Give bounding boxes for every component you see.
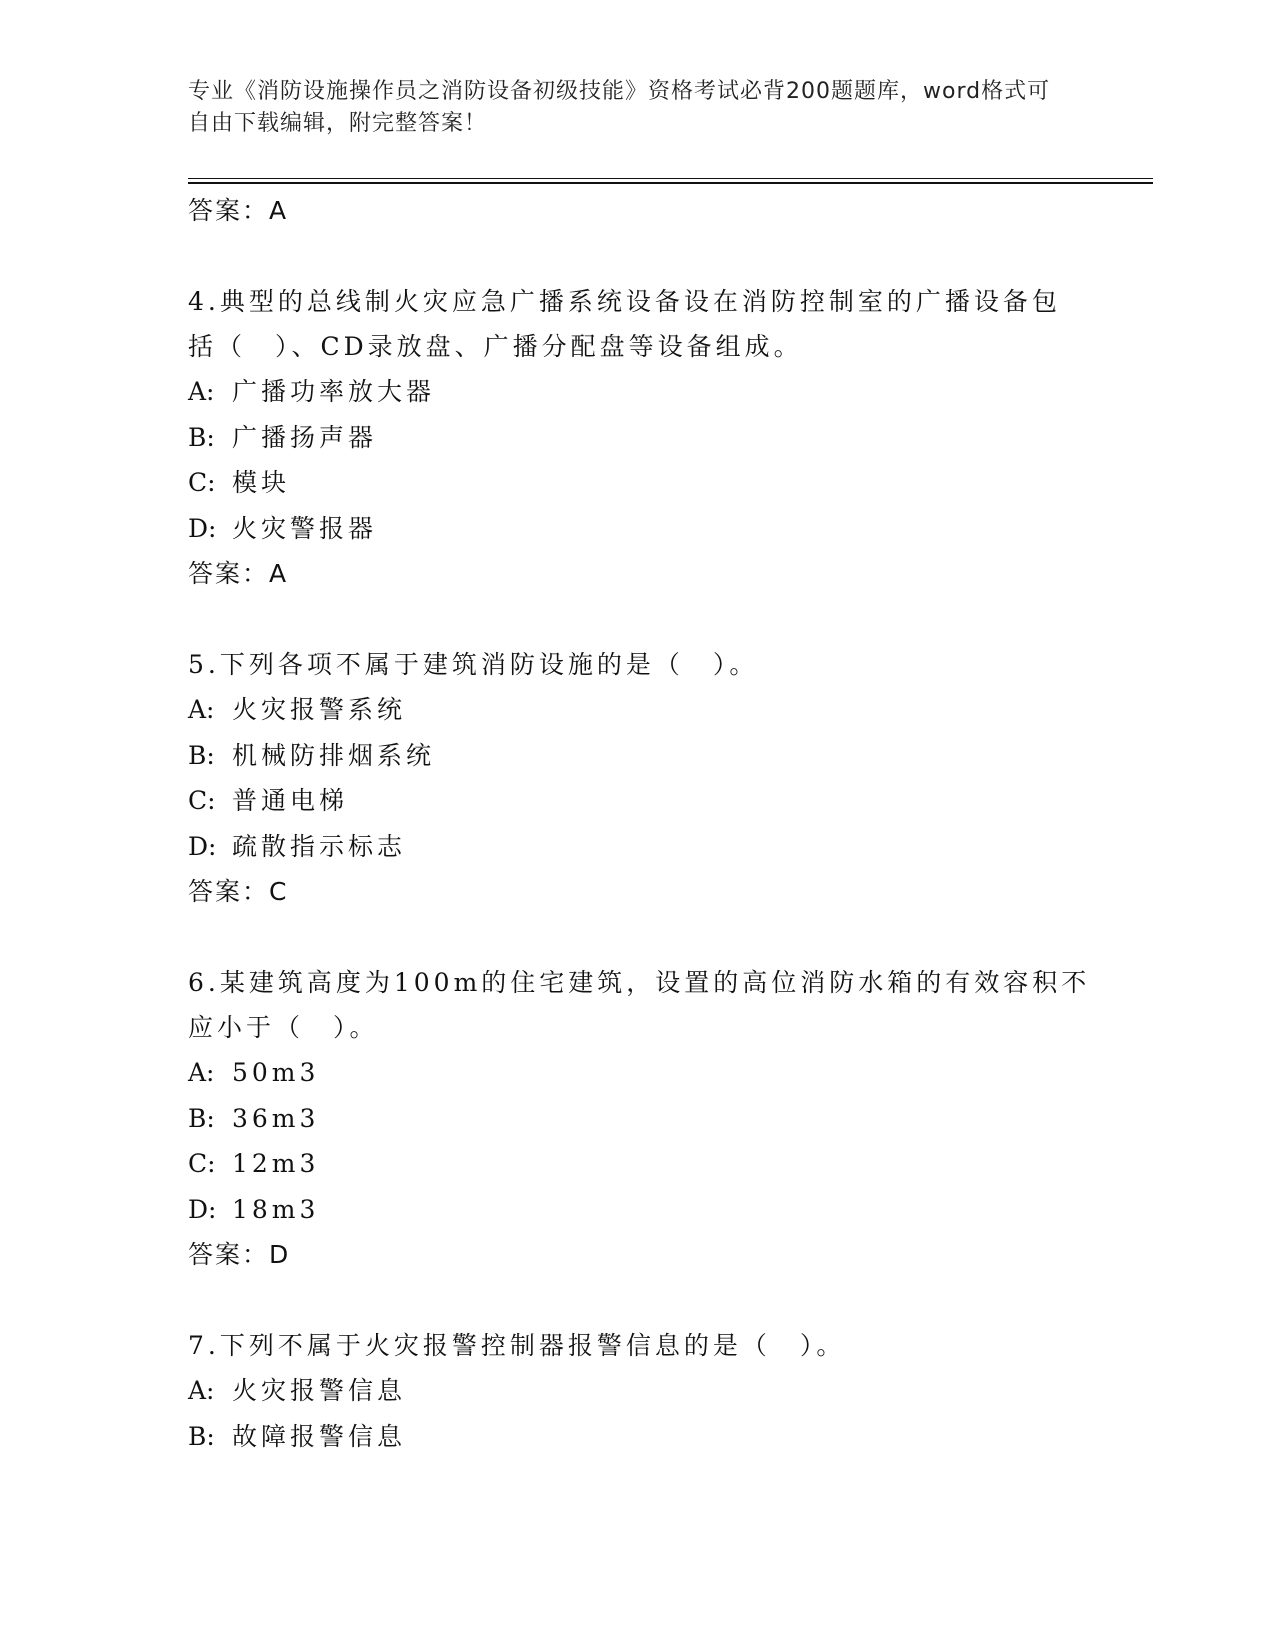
option-text: 广播扬声器: [232, 422, 378, 452]
option-a: [188, 1050, 1153, 1096]
option-key: D:: [188, 513, 217, 543]
option-text: 故障报警信息: [232, 1421, 407, 1451]
option-text: 36m3: [232, 1103, 320, 1133]
option-text: 12m3: [232, 1149, 320, 1178]
option-key: D:: [188, 1194, 217, 1224]
option-a: [188, 1368, 1153, 1414]
option-text: 火灾警报器: [232, 513, 378, 543]
option-c: [188, 1141, 1153, 1187]
question-text: 括（ ）、CD录放盘、广播分配盘等设备组成。: [188, 332, 803, 361]
header-divider-thick: [188, 182, 1153, 184]
question-text: 6.某建筑高度为100m的住宅建筑，设置的高位消防水箱的有效容积不: [188, 968, 1091, 997]
document-header: 专业《消防设施操作员之消防设备初级技能》资格考试必背200题题库，word格式可自由下载编辑，附完整答案！: [188, 79, 1051, 136]
option-key: A:: [188, 695, 215, 724]
option-b: [188, 733, 1153, 779]
option-b: [188, 1414, 1153, 1460]
answer-line: 答案：C: [188, 877, 289, 906]
answer-line: 答案：A: [188, 559, 289, 588]
option-text: 18m3: [232, 1194, 320, 1224]
question-7: [188, 1323, 1153, 1459]
option-text: 疏散指示标志: [232, 831, 407, 861]
option-key: B:: [188, 1103, 215, 1133]
option-a: [188, 369, 1153, 415]
answer-line: 答案：D: [188, 1240, 291, 1269]
option-b: [188, 415, 1153, 461]
question-text: 应小于（ ）。: [188, 1013, 379, 1042]
option-a: [188, 687, 1153, 733]
option-text: 50m3: [232, 1058, 320, 1087]
option-d: [188, 1187, 1153, 1233]
option-text: 模块: [232, 468, 291, 497]
option-text: 普通电梯: [232, 786, 349, 815]
option-key: A:: [188, 377, 215, 406]
option-text: 广播功率放大器: [232, 377, 436, 406]
option-key: C:: [188, 786, 216, 815]
question-6: [188, 960, 1153, 1278]
option-text: 机械防排烟系统: [232, 740, 436, 770]
option-key: A:: [188, 1376, 215, 1405]
option-text: 火灾报警系统: [232, 695, 407, 724]
option-c: [188, 778, 1153, 824]
option-d: [188, 824, 1153, 870]
option-key: B:: [188, 1421, 215, 1451]
option-b: [188, 1096, 1153, 1142]
question-text: 4.典型的总线制火灾应急广播系统设备设在消防控制室的广播设备包: [188, 287, 1061, 316]
option-key: C:: [188, 1149, 216, 1178]
option-d: [188, 506, 1153, 552]
question-4: [188, 279, 1153, 597]
question-text: 7.下列不属于火灾报警控制器报警信息的是（ ）。: [188, 1331, 846, 1360]
option-c: [188, 460, 1153, 506]
option-key: D:: [188, 831, 217, 861]
option-key: B:: [188, 740, 215, 770]
option-text: 火灾报警信息: [232, 1376, 407, 1405]
option-key: A:: [188, 1058, 215, 1087]
document-content: [188, 188, 1153, 1459]
question-5: [188, 642, 1153, 915]
answer-line: 答案：A: [188, 196, 289, 225]
option-key: C:: [188, 468, 216, 497]
header-divider-thin: [188, 178, 1153, 179]
question-text: 5.下列各项不属于建筑消防设施的是（ ）。: [188, 650, 759, 679]
option-key: B:: [188, 422, 215, 452]
